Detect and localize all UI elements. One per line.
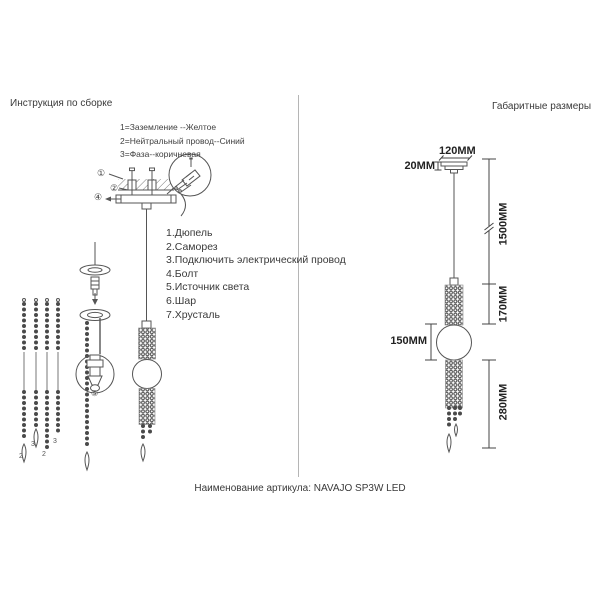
bead-strand (57, 299, 60, 437)
dim-sphere-diameter: 150MM (390, 335, 427, 347)
dim-wire-length: 1500MM (497, 202, 510, 246)
wire-legend-phase: 3=Фаза--коричневая (120, 149, 201, 159)
socket-assembly-drawing (76, 293, 114, 470)
dim-canopy-width: 120MM (439, 145, 476, 157)
crystal-teardrop (455, 424, 458, 436)
dimensioned-pendant-drawing (437, 162, 472, 452)
step-4: 4.Болт (166, 267, 199, 280)
wire-connection-inset (169, 154, 211, 196)
assembled-pendant-drawing (133, 209, 162, 461)
callout-4: ④ (94, 192, 103, 202)
right-panel-title: Габаритные размеры (492, 101, 592, 112)
dim-canopy-height: 20MM (404, 160, 435, 172)
bead-strand (34, 299, 38, 448)
strand-qty-label: 2 (19, 453, 23, 460)
canopy-part-drawing (80, 242, 110, 295)
crystal-teardrop (141, 444, 145, 461)
dim-strands-length: 280MM (497, 383, 510, 421)
article-name-footer: Наименование артикула: NAVAJO SP3W LED (194, 483, 406, 494)
crystal-teardrop (85, 452, 89, 470)
bead-strand (46, 299, 49, 451)
wire-legend-ground: 1=Заземление --Желтое (120, 122, 217, 132)
dim-tube-length: 170MM (497, 285, 510, 323)
callout-1: ① (97, 168, 106, 178)
step-3: 3.Подключить электрический провод (166, 254, 346, 267)
callout-5: ⑤ (91, 389, 99, 398)
bead-strand (22, 299, 26, 463)
strand-qty-label: 3 (31, 441, 35, 448)
step-5: 5.Источник света (166, 281, 250, 294)
callout-2: ② (110, 183, 119, 193)
step-7: 7.Хрусталь (166, 308, 220, 321)
strand-qty-label: 3 (53, 438, 57, 445)
strand-qty-label: 2 (42, 451, 46, 458)
step-6: 6.Шар (166, 295, 197, 307)
crystal-teardrop (447, 434, 451, 452)
wire-legend-neutral: 2=Нейтральный провод--Синий (120, 135, 245, 146)
step-1: 1.Дюпель (166, 227, 213, 239)
step-2: 2.Саморез (166, 240, 218, 253)
left-panel-title: Инструкция по сборке (10, 98, 113, 109)
